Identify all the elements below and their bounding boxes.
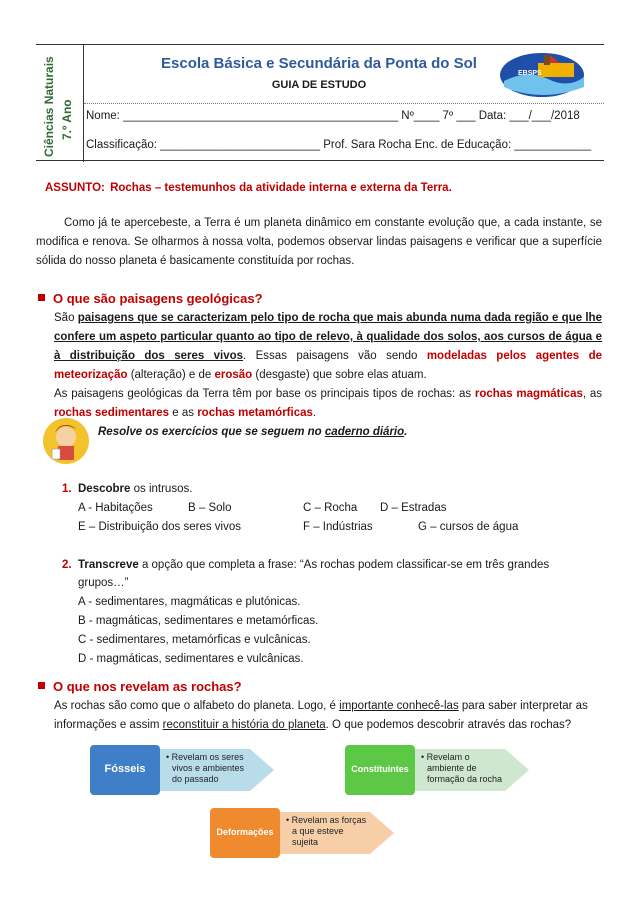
school-name: Escola Básica e Secundária da Ponta do Sol xyxy=(161,55,477,72)
logo-text: EBSPS xyxy=(518,70,542,77)
option: D - magmáticas, sedimentares e vulcânicas. xyxy=(78,653,304,665)
text-run: , as xyxy=(582,388,602,400)
fossils-card xyxy=(90,745,275,795)
section-title: O que são paisagens geológicas? xyxy=(53,291,263,306)
grading-info-line: Classificação: _________________________ Prof. Sara Rocha Enc. de Educação: ____________ xyxy=(86,139,592,151)
text-run: informações e assim xyxy=(54,719,163,731)
definition-text: paisagens que se caracterizam pelo tipo de rocha que mais abunda numa dada região e que lhe confere um aspeto particular quanto ao tipo de relevo, à qualidade dos solos, aos cursos de água e à distribuição dos seres vivos xyxy=(54,312,602,362)
exercise-instruction xyxy=(98,426,407,438)
underlined-text: importante conhecê-las xyxy=(339,700,459,712)
question-1 xyxy=(78,480,192,499)
text-run: e as xyxy=(169,407,198,419)
option: A - sedimentares, magmáticas e plutónicas. xyxy=(78,596,301,608)
subject-label: ASSUNTO: xyxy=(45,182,105,194)
question-text: os intrusos. xyxy=(130,483,193,495)
text-run: As paisagens geológicas da Terra têm por base os principais tipos de rochas: as xyxy=(54,388,475,400)
option: F – Indústrias xyxy=(303,521,373,533)
highlight-text: rochas metamórficas xyxy=(197,407,313,419)
notebook-text: caderno diário xyxy=(324,426,405,438)
text-run: . Essas paisagens vão sendo xyxy=(243,350,427,362)
question-text: a opção que completa a frase: “As rochas podem classificar-se em três grandes xyxy=(138,559,550,571)
desc-line: a que esteve xyxy=(292,826,344,836)
text-run: . O que podemos descobrir através das rochas? xyxy=(325,719,572,731)
option: C - sedimentares, metamórficas e vulcânicas. xyxy=(78,634,311,646)
intro-paragraph xyxy=(36,214,602,271)
section-title: O que nos revelam as rochas? xyxy=(53,679,242,694)
student-info-line: Nome: ___________________________________________ Nº____ 7º ___ Data: ___/___/2018 xyxy=(86,110,580,122)
header-divider xyxy=(84,103,604,104)
page-header xyxy=(36,44,604,161)
card-title: Constituintes xyxy=(351,764,409,774)
desc-line: formação da rocha xyxy=(427,774,503,784)
student-avatar-icon xyxy=(42,415,90,467)
question-number: 2. xyxy=(62,559,72,571)
desc-line: • Revelam os seres xyxy=(166,752,244,762)
text-run: para saber interpretar as xyxy=(458,700,588,712)
desc-line: do passado xyxy=(172,774,219,784)
question-verb: Transcreve xyxy=(78,559,139,571)
question-text-cont: grupos…” xyxy=(78,577,129,589)
section-heading-rocks xyxy=(38,679,242,694)
rocks-paragraph xyxy=(54,697,602,735)
text-run: (desgaste) que sobre elas atuam. xyxy=(252,369,427,381)
question-number: 1. xyxy=(62,483,72,495)
desc-line: • Revelam as forças xyxy=(286,815,367,825)
highlight-text: erosão xyxy=(214,369,253,381)
option: E – Distribuição dos seres vivos xyxy=(78,521,241,533)
subject-name: Ciências Naturais xyxy=(42,56,56,157)
option: A - Habitações xyxy=(78,502,153,514)
text-run: As rochas são como que o alfabeto do planeta. Logo, é xyxy=(54,700,340,712)
card-description xyxy=(286,815,366,848)
option: C – Rocha xyxy=(303,502,358,514)
highlight-text: rochas magmáticas xyxy=(474,388,583,400)
card-description xyxy=(421,752,502,785)
option: D – Estradas xyxy=(380,502,447,514)
intro-text: Como já te apercebeste, a Terra é um planeta dinâmico em constante evolução que, a cada instante, se modifica e renova. Se olharmos à nossa volta, podemos observar lindas paisagens e verificar que a superfície sólida do nosso planeta é basicamente constituída por rochas. xyxy=(36,217,602,267)
text-run: Resolve os exercícios que se seguem no xyxy=(98,426,325,438)
subject-text: Rochas – testemunhos da atividade interna e externa da Terra. xyxy=(110,182,452,194)
constituents-card xyxy=(345,745,530,795)
option: B - magmáticas, sedimentares e metamórficas. xyxy=(78,615,319,627)
question-2 xyxy=(78,556,602,575)
highlight-text: modeladas pelos agentes de meteorização xyxy=(54,350,602,381)
desc-line: vivos e ambientes xyxy=(172,763,245,773)
desc-line: sujeita xyxy=(292,837,319,847)
text-run: . xyxy=(312,407,317,419)
deformations-card xyxy=(210,808,395,858)
text-run: (alteração) e de xyxy=(127,369,215,381)
subject-line xyxy=(45,182,452,194)
highlight-text: rochas sedimentares xyxy=(54,407,170,419)
underlined-text: reconstituir a história do planeta xyxy=(162,719,326,731)
square-bullet-icon xyxy=(38,682,45,689)
square-bullet-icon xyxy=(38,294,45,301)
grade-label: 7.º Ano xyxy=(60,99,74,140)
text-run: . xyxy=(404,426,408,438)
option: G – cursos de água xyxy=(418,521,519,533)
option: B – Solo xyxy=(188,502,232,514)
desc-line: • Revelam o xyxy=(421,752,470,762)
school-logo xyxy=(498,51,586,99)
card-title: Fósseis xyxy=(104,763,146,775)
card-description xyxy=(166,752,244,785)
section-heading-landscapes xyxy=(38,291,263,306)
desc-line: ambiente de xyxy=(427,763,477,773)
question-verb: Descobre xyxy=(78,483,131,495)
subject-side-title xyxy=(36,45,84,162)
text-run: São xyxy=(54,312,78,324)
document-title: GUIA DE ESTUDO xyxy=(271,79,367,91)
landscapes-paragraph xyxy=(54,309,602,423)
card-title: Deformações xyxy=(216,827,274,837)
